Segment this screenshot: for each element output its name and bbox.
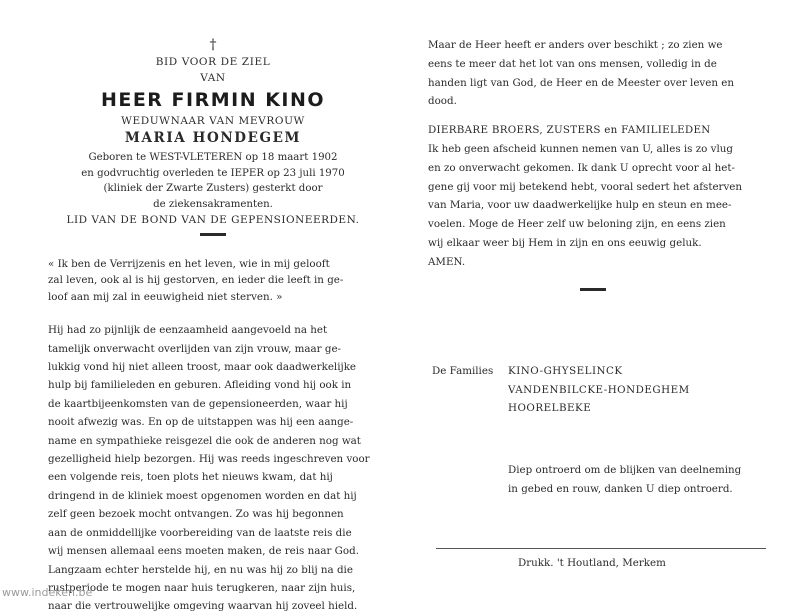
family-name: VANDENBILCKE-HONDEGHEM xyxy=(508,383,690,396)
body-line: rustperiode te mogen naar huis terugkeren, naar zijn huis, xyxy=(48,581,356,594)
body-line: wij mensen allemaal eens moeten maken, de reis naar God. xyxy=(48,545,359,558)
body-line: Langzaam echter herstelde hij, en nu was hij zo blij na die xyxy=(48,563,353,576)
body-line: name en sympathieke reisgezel die ook de anderen nog wat xyxy=(48,434,361,447)
families-label: De Families xyxy=(432,365,494,377)
thanks-line: in gebed en rouw, danken U diep ontroerd. xyxy=(508,483,733,495)
text-line: AMEN. xyxy=(428,255,466,268)
divider xyxy=(580,288,606,291)
body-line: Hij had zo pijnlijk de eenzaamheid aangevoeld na het xyxy=(48,324,328,337)
body-line: hulp bij familieleden en geburen. Afleiding vond hij ook in xyxy=(48,379,352,392)
thanks-text xyxy=(508,461,741,499)
right-panel xyxy=(428,36,764,291)
body-line: een volgende reis, toen plots het nieuws kwam, dat hij xyxy=(48,471,333,484)
van-label: VAN xyxy=(200,72,226,84)
life-line: Geboren te WEST-VLETEREN op 18 maart 1902 xyxy=(88,152,338,163)
text-line: en zo onverwacht gekomen. Ik dank U oprecht voor al het- xyxy=(428,161,735,174)
thanks-line: Diep ontroerd om de blijken van deelneming xyxy=(508,464,742,476)
divider xyxy=(200,233,226,236)
widower-line: WEDUWNAAR VAN MEVROUW xyxy=(121,115,305,127)
body-line: naar die vertrouwelijke omgeving waarvan hij zoveel hield. xyxy=(48,600,358,613)
text-line: Ik heb geen afscheid kunnen nemen van U, alles is zo vlug xyxy=(428,142,733,155)
providence-text xyxy=(428,36,764,111)
quote-line: loof aan mij zal in eeuwigheid niet sterven. » xyxy=(48,290,283,303)
family-name: KINO-GHYSELINCK xyxy=(508,365,623,377)
text-line: voelen. Moge de Heer zelf uw beloning zijn, en eens zien xyxy=(428,218,726,231)
text-line: eens te meer dat het lot van ons mensen, volledig in de xyxy=(428,57,717,70)
text-line: Maar de Heer heeft er anders over beschikt ; zo zien we xyxy=(428,39,723,51)
body-line: dringend in de kliniek moest opgenomen worden en dat hij xyxy=(48,489,357,502)
body-line: nooit afwezig was. En op de uitstappen was hij een aange- xyxy=(48,416,354,429)
family-heading: DIERBARE BROERS, ZUSTERS en FAMILIELEDEN xyxy=(428,124,711,137)
spouse-name: MARIA HONDEGEM xyxy=(124,130,302,146)
text-line: handen ligt van God, de Heer en de Meester over leven en xyxy=(428,76,734,89)
left-panel xyxy=(48,38,378,616)
watermark: www.indeken.be xyxy=(2,586,93,599)
text-line: gene gij voor mij betekend hebt, vooral sedert het afsterven xyxy=(428,180,743,193)
deceased-name: HEER FIRMIN KINO xyxy=(100,89,326,111)
quote-line: « Ik ben de Verrijzenis en het leven, wie in mij gelooft xyxy=(48,258,330,270)
text-line: wij elkaar weer bij Hem in zijn en ons eeuwig geluk. xyxy=(428,236,702,249)
body-line: tamelijk onverwacht overlijden van zijn vrouw, maar ge- xyxy=(48,342,342,355)
body-line: zelf geen bezoek mocht ontvangen. Zo was hij begonnen xyxy=(48,508,344,521)
life-details xyxy=(48,150,378,212)
body-line: gezelligheid hielp bezorgen. Hij was reeds ingeschreven voor xyxy=(48,453,370,466)
body-line: de kaartbijeenkomsten van de gepensioneerden, waar hij xyxy=(48,397,348,410)
text-line: van Maria, voor uw daadwerkelijke hulp en steun en mee- xyxy=(428,199,732,212)
family-names xyxy=(508,362,690,418)
body-line: lukkig vond hij niet alleen troost, maar ook daadwerkelijke xyxy=(48,361,357,374)
prayer-heading: BID VOOR DE ZIEL xyxy=(155,56,271,68)
text-line: dood. xyxy=(428,95,457,108)
life-line: de ziekensakramenten. xyxy=(153,198,273,210)
family-name: HOORELBEKE xyxy=(508,402,592,414)
footer-rule xyxy=(436,548,766,549)
scripture-quote xyxy=(48,256,378,305)
farewell-text xyxy=(428,140,764,272)
body-line: aan de onmiddellijke voorbereiding van de laatste reis die xyxy=(48,526,352,539)
cross-icon: † xyxy=(209,37,217,53)
life-line: (kliniek der Zwarte Zusters) gesterkt door xyxy=(103,183,323,194)
quote-line: zal leven, ook al is hij gestorven, en ieder die leeft in ge- xyxy=(48,274,344,287)
biography-text xyxy=(48,321,378,616)
membership-line: LID VAN DE BOND VAN DE GEPENSIONEERDEN. xyxy=(66,214,360,226)
life-line: en godvruchtig overleden te IEPER op 23 juli 1970 xyxy=(81,167,345,179)
printer-credit: Drukk. 't Houtland, Merkem xyxy=(518,557,666,569)
